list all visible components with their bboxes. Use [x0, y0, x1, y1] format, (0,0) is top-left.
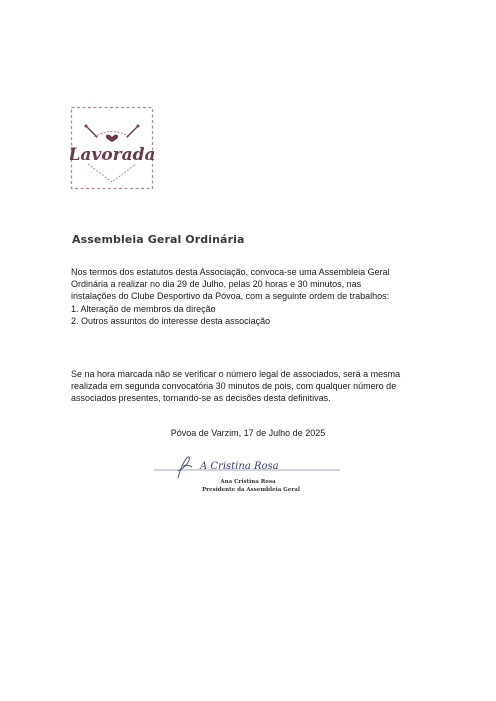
paragraph-line: Se na hora marcada não se verificar o número legal de associados, será a mesma: [71, 369, 401, 379]
association-logo: [70, 106, 154, 190]
place-date-line: Póvoa de Varzim, 17 de Julho de 2025: [170, 428, 326, 438]
agenda-item-1: 1. Alteração de membros da direção: [71, 303, 216, 314]
signer-block: [0, 478, 496, 494]
paragraph-line: Nos termos dos estatutos desta Associação, convoca-se uma Assembleia Geral: [71, 267, 390, 277]
lavorada-logo-graphic: [70, 106, 154, 190]
document-title: Assembleia Geral Ordinária: [72, 233, 245, 246]
logo-wordmark: Lavorada: [70, 145, 154, 165]
paragraph-line: associados presentes, tornando-se as decisões desta definitivas.: [71, 393, 331, 404]
signer-name: Ana Cristina Rosa: [220, 479, 276, 485]
signature-scrawl: A Cristina Rosa: [200, 461, 279, 472]
paragraph-line: Ordinária a realizar no dia 29 de Julho, pelas 20 horas e 30 minutos, nas: [71, 279, 362, 290]
paragraph-line: realizada em segunda convocatória 30 minutos de pois, com qualquer número de: [71, 381, 397, 392]
agenda-item-2: 2. Outros assuntos do interesse desta associação: [71, 315, 271, 326]
paragraph-line: instalações do Clube Desportivo da Póvoa, com a seguinte ordem de trabalhos:: [71, 291, 390, 302]
signer-role: Presidente da Assembleia Geral: [202, 487, 300, 493]
quorum-paragraph: [71, 368, 427, 405]
convocation-paragraph: [71, 266, 427, 327]
heart-icon: [106, 135, 118, 142]
